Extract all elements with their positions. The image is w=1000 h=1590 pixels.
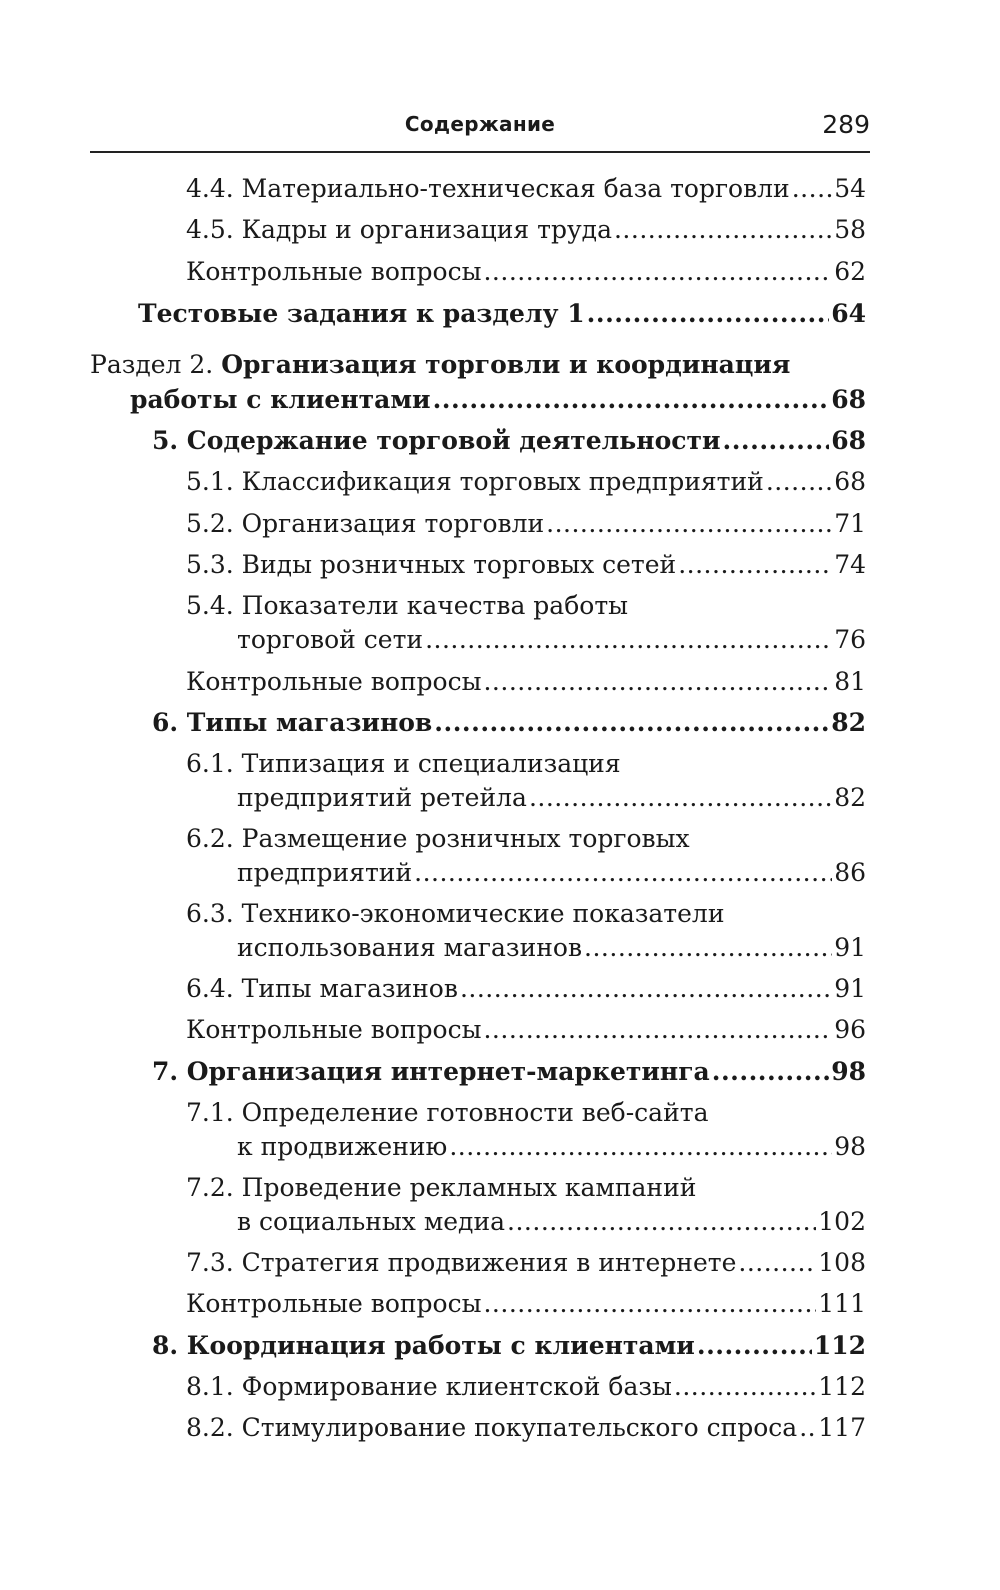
toc-entry-6-3-cont[interactable]: использования магазинов ..... 91 bbox=[237, 931, 866, 965]
toc-chapter-7[interactable]: 7. Организация интернет-маркетинга ..... 98 bbox=[152, 1055, 866, 1089]
toc-entry-6-1[interactable]: 6.1. Типизация и специализация bbox=[186, 749, 621, 778]
toc-entry-6-2-cont[interactable]: предприятий ..... 86 bbox=[237, 856, 866, 890]
dot-leader bbox=[483, 665, 832, 699]
dot-leader bbox=[460, 972, 832, 1006]
dot-leader bbox=[584, 931, 832, 965]
dot-leader bbox=[434, 706, 829, 740]
dot-leader bbox=[712, 1055, 829, 1089]
dot-leader bbox=[799, 1411, 816, 1445]
dot-leader bbox=[766, 465, 832, 499]
toc-part-2-heading-cont[interactable]: работы с клиентами ..... 68 bbox=[130, 383, 866, 417]
dot-leader bbox=[433, 383, 830, 417]
dot-leader bbox=[674, 1370, 816, 1404]
toc-entry-6-1-cont[interactable]: предприятий ретейла ..... 82 bbox=[237, 781, 866, 815]
toc-entry-7-2-cont[interactable]: в социальных медиа ..... 102 bbox=[237, 1205, 866, 1239]
toc-entry-6-4[interactable]: 6.4. Типы магазинов ..... 91 bbox=[186, 972, 866, 1006]
toc-entry-7-2[interactable]: 7.2. Проведение рекламных кампаний bbox=[186, 1173, 697, 1202]
running-header bbox=[90, 108, 870, 152]
toc-entry-6-3[interactable]: 6.3. Технико-экономические показатели bbox=[186, 899, 725, 928]
dot-leader bbox=[546, 507, 832, 541]
part-label: Раздел 2. bbox=[90, 350, 214, 379]
part-title: Организация торговли и координация bbox=[221, 350, 791, 379]
toc-entry-questions-5[interactable]: Контрольные вопросы ..... 81 bbox=[186, 665, 866, 699]
toc-entry-8-2[interactable]: 8.2. Стимулирование покупательского спроса ..... 117 bbox=[186, 1411, 866, 1445]
header-rule bbox=[90, 151, 870, 153]
dot-leader bbox=[425, 623, 832, 657]
header-title: Содержание bbox=[404, 112, 556, 136]
dot-leader bbox=[792, 172, 832, 206]
toc-entry-5-4-cont[interactable]: торговой сети ..... 76 bbox=[237, 623, 866, 657]
toc-entry-8-1[interactable]: 8.1. Формирование клиентской базы ..... 112 bbox=[186, 1370, 866, 1404]
toc-entry-5-3[interactable]: 5.3. Виды розничных торговых сетей ..... 74 bbox=[186, 548, 866, 582]
toc-entry-tests-part-1[interactable]: Тестовые задания к разделу 1 ..... 64 bbox=[138, 297, 866, 331]
dot-leader bbox=[697, 1329, 812, 1363]
toc-entry-5-1[interactable]: 5.1. Классификация торговых предприятий ..... 68 bbox=[186, 465, 866, 499]
dot-leader bbox=[678, 548, 832, 582]
toc-entry-7-3[interactable]: 7.3. Стратегия продвижения в интернете ..... 108 bbox=[186, 1246, 866, 1280]
toc-chapter-8[interactable]: 8. Координация работы с клиентами ..... 112 bbox=[152, 1329, 866, 1363]
toc-entry-7-1[interactable]: 7.1. Определение готовности веб-сайта bbox=[186, 1098, 709, 1127]
toc-entry-4-5[interactable]: 4.5. Кадры и организация труда ..... 58 bbox=[186, 213, 866, 247]
toc-chapter-5[interactable]: 5. Содержание торговой деятельности ..... 68 bbox=[152, 424, 866, 458]
toc-entry-5-4[interactable]: 5.4. Показатели качества работы bbox=[186, 591, 629, 620]
toc-entry-7-1-cont[interactable]: к продвижению ..... 98 bbox=[237, 1130, 866, 1164]
dot-leader bbox=[529, 781, 832, 815]
dot-leader bbox=[414, 856, 832, 890]
toc-chapter-6[interactable]: 6. Типы магазинов ..... 82 bbox=[152, 706, 866, 740]
toc-entry-6-2[interactable]: 6.2. Размещение розничных торговых bbox=[186, 824, 690, 853]
dot-leader bbox=[483, 1287, 816, 1321]
toc-entry-questions-6[interactable]: Контрольные вопросы ..... 96 bbox=[186, 1013, 866, 1047]
toc-entry-questions-7[interactable]: Контрольные вопросы ..... 111 bbox=[186, 1287, 866, 1321]
toc-entry-5-2[interactable]: 5.2. Организация торговли ..... 71 bbox=[186, 507, 866, 541]
toc-part-2-heading[interactable] bbox=[90, 348, 790, 382]
toc-entry-4-4[interactable]: 4.4. Материально-техническая база торговли ..... 54 bbox=[186, 172, 866, 206]
dot-leader bbox=[483, 255, 832, 289]
dot-leader bbox=[483, 1013, 832, 1047]
header-page-number: 289 bbox=[822, 110, 870, 139]
dot-leader bbox=[449, 1130, 832, 1164]
dot-leader bbox=[738, 1246, 816, 1280]
dot-leader bbox=[723, 424, 830, 458]
dot-leader bbox=[614, 213, 832, 247]
toc-entry-questions-4[interactable]: Контрольные вопросы ..... 62 bbox=[186, 255, 866, 289]
dot-leader bbox=[507, 1205, 816, 1239]
dot-leader bbox=[587, 297, 830, 331]
